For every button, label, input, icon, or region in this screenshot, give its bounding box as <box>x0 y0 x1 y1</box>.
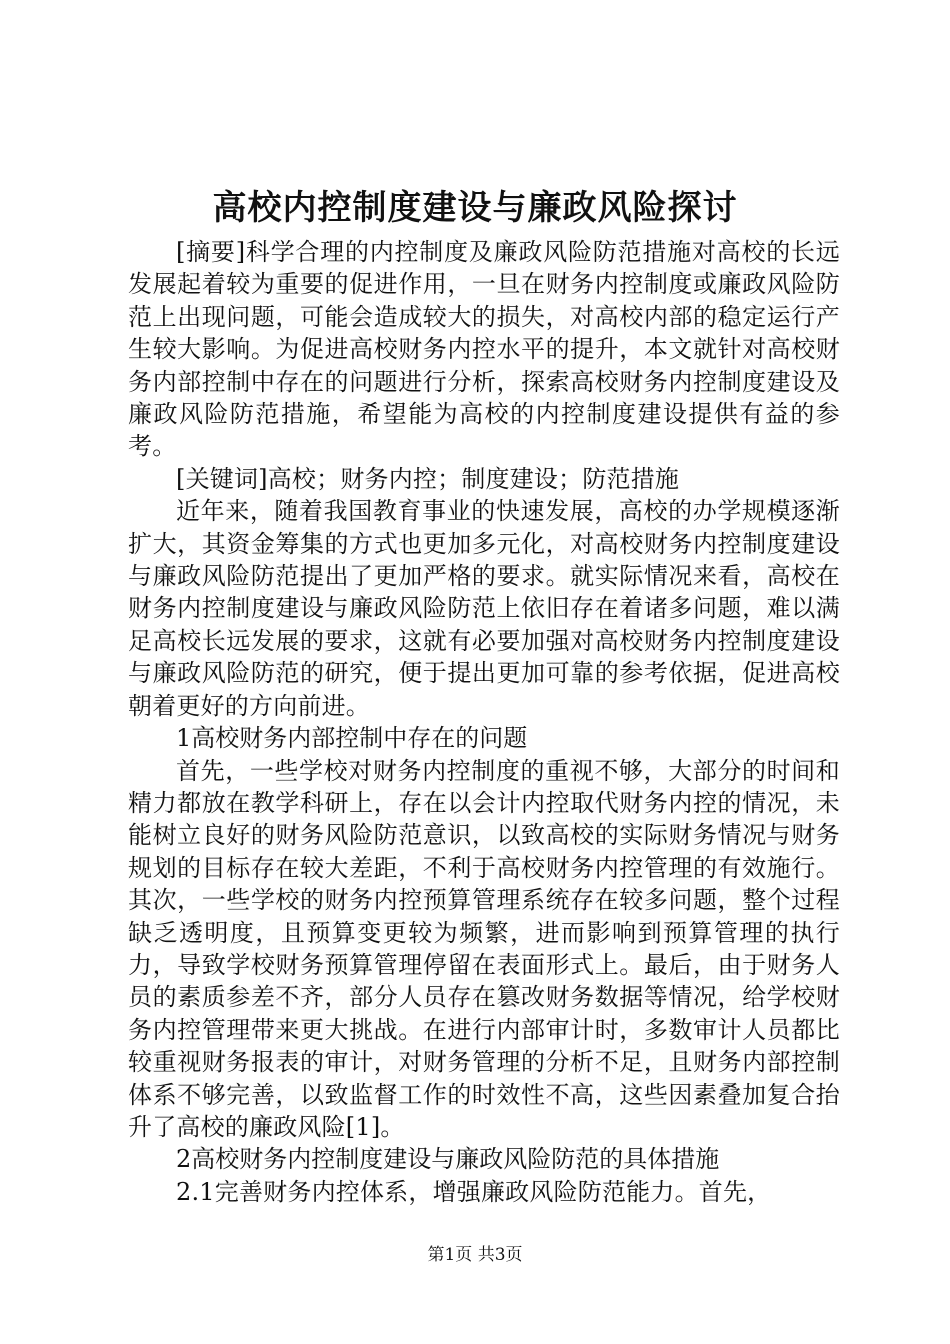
document-body <box>128 236 840 1208</box>
document-title: 高校内控制度建设与廉政风险探讨 <box>212 188 738 228</box>
section-2-heading: 2高校财务内控制度建设与廉政风险防范的具体措施 <box>176 1145 720 1174</box>
abstract-paragraph: [摘要]科学合理的内控制度及廉政风险防范措施对高校的长远发展起着较为重要的促进作用，一旦在财务内控制度或廉政风险防范上出现问题，可能会造成较大的损失，对高校内部的稳定运行产生较大影响。为促进高校财务内控水平的提升，本文就针对高校财务内部控制中存在的问题进行分析，探索高校财务内控制度建设及廉政风险防范措施，希望能为高校的内控制度建设提供有益的参考。 <box>128 238 840 461</box>
section-2-1-paragraph: 2.1完善财务内控体系，增强廉政风险防范能力。首先， <box>176 1177 772 1206</box>
page-footer: 第1页 共3页 <box>427 1245 523 1265</box>
section-1-heading: 1高校财务内部控制中存在的问题 <box>176 724 528 753</box>
keywords-paragraph: [关键词]高校；财务内控；制度建设；防范措施 <box>176 464 680 493</box>
intro-paragraph: 近年来，随着我国教育事业的快速发展，高校的办学规模逐渐扩大，其资金筹集的方式也更加多元化，对高校财务内控制度建设与廉政风险防范提出了更加严格的要求。就实际情况来看，高校在财务内控制度建设与廉政风险防范上依旧存在着诸多问题，难以满足高校长远发展的要求，这就有必要加强对高校财务内控制度建设与廉政风险防范的研究，便于提出更加可靠的参考依据，促进高校朝着更好的方向前进。 <box>128 497 840 720</box>
section-1-paragraph: 首先，一些学校对财务内控制度的重视不够，大部分的时间和精力都放在教学科研上，存在以会计内控取代财务内控的情况，未能树立良好的财务风险防范意识，以致高校的实际财务情况与财务规划的目标存在较大差距，不利于高校财务内控管理的有效施行。其次，一些学校的财务内控预算管理系统存在较多问题，整个过程缺乏透明度，且预算变更较为频繁，进而影响到预算管理的执行力，导致学校财务预算管理停留在表面形式上。最后，由于财务人员的素质参差不齐，部分人员存在篡改财务数据等情况，给学校财务内控管理带来更大挑战。在进行内部审计时，多数审计人员都比较重视财务报表的审计，对财务管理的分析不足，且财务内部控制体系不够完善，以致监督工作的时效性不高，这些因素叠加复合抬升了高校的廉政风险[1]。 <box>128 756 840 1141</box>
